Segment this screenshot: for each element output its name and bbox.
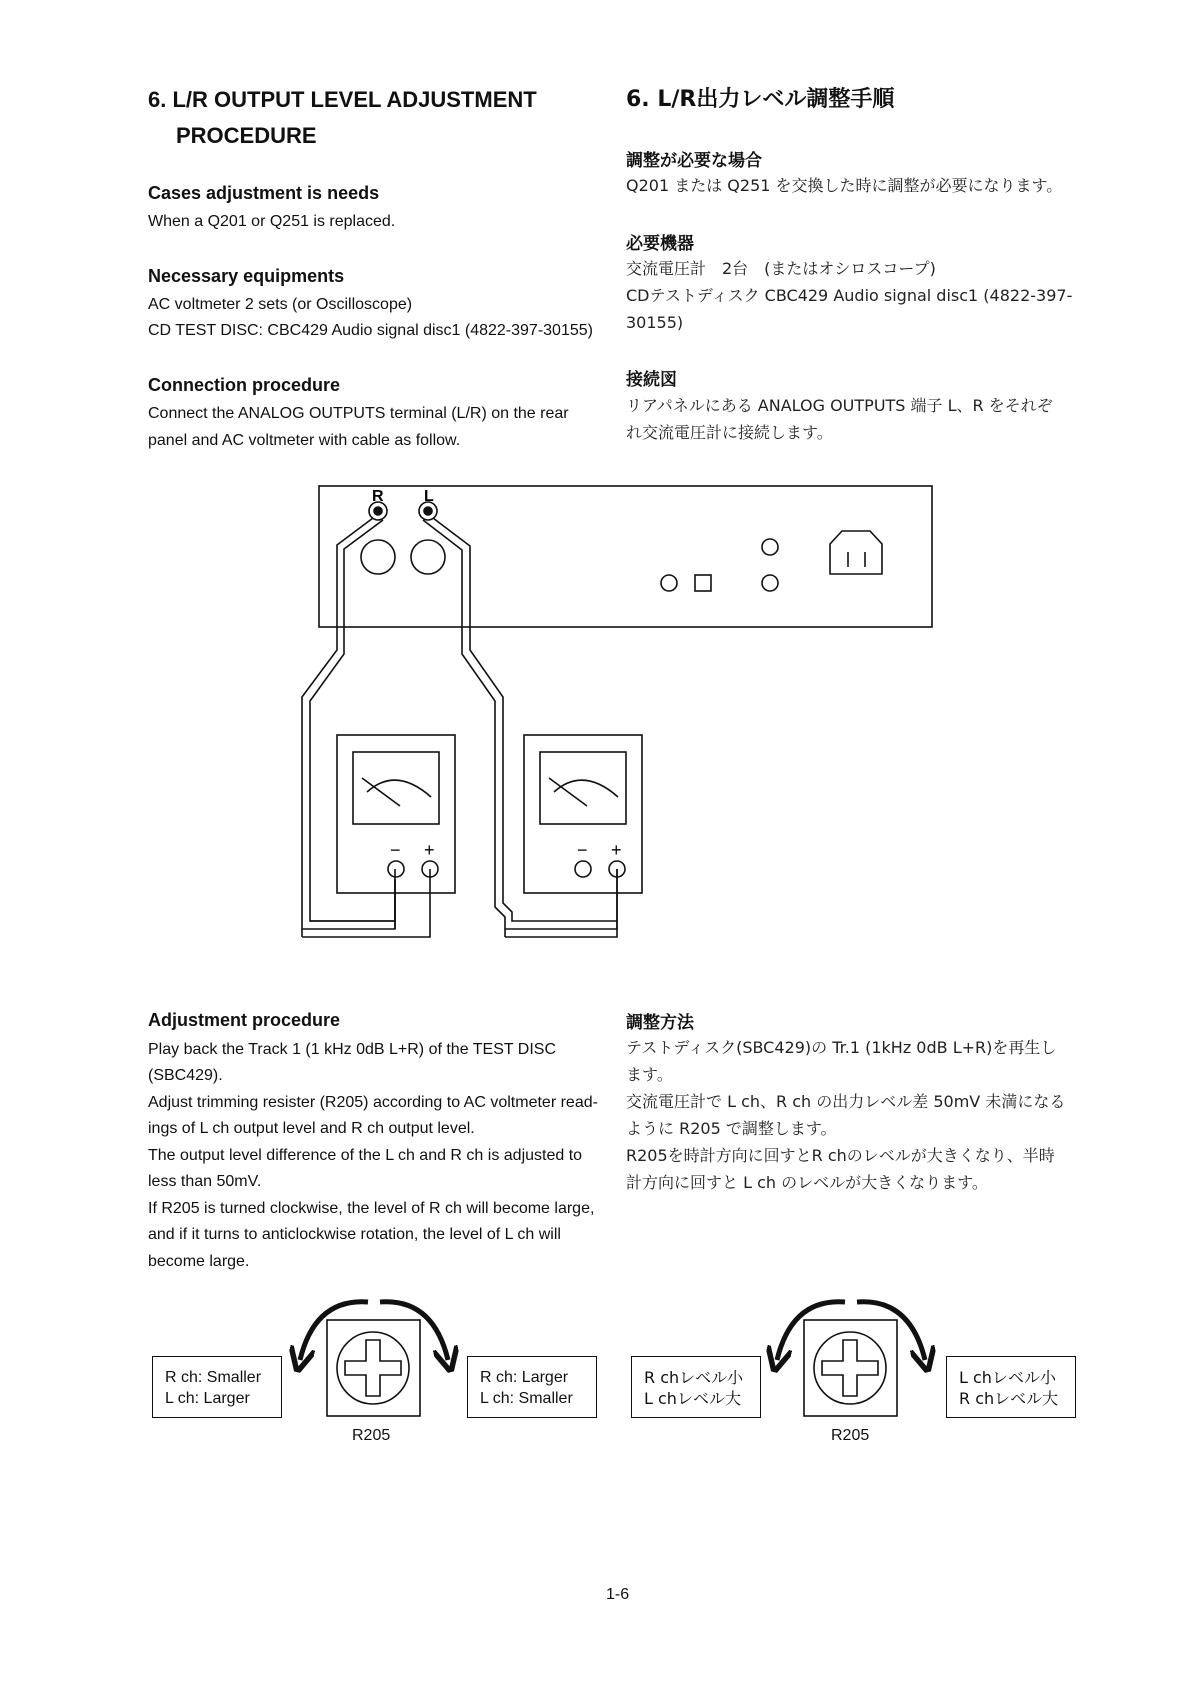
box-line: R ch: Larger xyxy=(480,1369,569,1386)
jp-equipment-line: 30155) xyxy=(626,313,684,332)
equipment-line: CD TEST DISC: CBC429 Audio signal disc1 (4822-397-30155) xyxy=(148,322,593,339)
adjustment-heading: Adjustment procedure xyxy=(148,1010,341,1030)
connection-line: Connect the ANALOG OUTPUTS terminal (L/R) on the rear xyxy=(148,405,569,422)
box-line: L ch: Larger xyxy=(165,1390,250,1407)
plus-label: + xyxy=(611,840,622,860)
jack-l-label: L xyxy=(424,488,434,505)
cases-text: When a Q201 or Q251 is replaced. xyxy=(148,213,396,230)
anticlockwise-arrow xyxy=(777,1302,845,1360)
voltmeter-left-minus-terminal xyxy=(388,861,404,877)
box-line: L ch: Smaller xyxy=(480,1390,573,1407)
clockwise-arrow xyxy=(380,1302,448,1360)
anticlockwise-arrow xyxy=(300,1302,368,1360)
adjustment-line: less than 50mV. xyxy=(148,1173,262,1190)
clockwise-arrow xyxy=(857,1302,925,1360)
r205-trimmer-en xyxy=(327,1320,420,1416)
plus-label: + xyxy=(424,840,435,860)
equipment-line: AC voltmeter 2 sets (or Oscilloscope) xyxy=(148,296,413,313)
adjustment-line: and if it turns to anticlockwise rotation, the level of L ch will xyxy=(148,1226,561,1243)
connection-line: panel and AC voltmeter with cable as follow. xyxy=(148,432,461,449)
box-line: R chレベル大 xyxy=(959,1389,1059,1408)
jp-connection-line: リアパネルにある ANALOG OUTPUTS 端子 L、R をそれぞ xyxy=(626,396,1053,415)
section-title: 6. L/R OUTPUT LEVEL ADJUSTMENT xyxy=(148,87,537,112)
box-line: L chレベル大 xyxy=(644,1389,741,1408)
adjustment-line: The output level difference of the L ch and R ch is adjusted to xyxy=(148,1147,583,1164)
jp-equipment-line: 交流電圧計 2台 (またはオシロスコープ) xyxy=(626,259,936,278)
connection-heading: Connection procedure xyxy=(148,375,341,395)
r205-label: R205 xyxy=(352,1427,391,1444)
section-title-continued: PROCEDURE xyxy=(176,123,317,148)
panel-connector xyxy=(762,575,778,591)
adjustment-line: If R205 is turned clockwise, the level of R ch will become large, xyxy=(148,1200,595,1217)
jp-anticlockwise-result-box xyxy=(631,1356,761,1418)
jp-section-title: 6. L/R出力レベル調整手順 xyxy=(626,87,895,112)
minus-label: − xyxy=(577,840,588,860)
cases-heading: Cases adjustment is needs xyxy=(148,183,380,203)
jp-adjustment-line: ます。 xyxy=(626,1065,673,1084)
r-cable xyxy=(302,518,395,929)
jp-clockwise-result-box xyxy=(946,1356,1076,1418)
box-line: R ch: Smaller xyxy=(165,1369,262,1386)
jack-r-label: R xyxy=(372,488,384,505)
jp-adjustment-line: R205を時計方向に回すとR chのレベルが大きくなり、半時 xyxy=(626,1146,1055,1165)
adjustment-line: become large. xyxy=(148,1253,250,1270)
jp-adjustment-line: 計方向に回すと L ch のレベルが大きくなります。 xyxy=(626,1173,988,1192)
voltmeter-right-minus-terminal xyxy=(575,861,591,877)
panel-connector xyxy=(762,539,778,555)
jp-adjustment-line: テストディスク(SBC429)の Tr.1 (1kHz 0dB L+R)を再生し xyxy=(626,1038,1057,1057)
adjustment-line: Adjust trimming resister (R205) according to AC voltmeter read- xyxy=(148,1094,598,1111)
minus-label: − xyxy=(390,840,401,860)
equipment-heading: Necessary equipments xyxy=(148,266,345,286)
jp-adjustment-heading: 調整方法 xyxy=(626,1013,694,1033)
l-cable xyxy=(423,520,617,929)
box-line: L chレベル小 xyxy=(959,1368,1056,1387)
adjustment-line: (SBC429). xyxy=(148,1067,223,1084)
box-line: R chレベル小 xyxy=(644,1368,744,1387)
jp-connection-heading: 接続図 xyxy=(626,370,677,390)
ac-inlet xyxy=(830,531,882,574)
l-output-jack xyxy=(411,540,445,574)
jp-adjustment-line: 交流電圧計で L ch、R ch の出力レベル差 50mV 未満になる xyxy=(626,1092,1066,1111)
adjustment-line: ings of L ch output level and R ch output level. xyxy=(148,1120,475,1137)
jp-equipment-line: CDテストディスク CBC429 Audio signal disc1 (4822-397- xyxy=(626,286,1073,305)
r205-trimmer-jp xyxy=(804,1320,897,1416)
panel-connector xyxy=(661,575,677,591)
page-number: 1-6 xyxy=(606,1586,630,1603)
clockwise-result-box xyxy=(467,1356,597,1418)
r-output-jack xyxy=(361,540,395,574)
jp-adjustment-line: ように R205 で調整します。 xyxy=(626,1119,837,1138)
panel-switch xyxy=(695,575,711,591)
anticlockwise-result-box xyxy=(152,1356,282,1418)
jp-connection-line: れ交流電圧計に接続します。 xyxy=(626,423,833,442)
jp-equipment-heading: 必要機器 xyxy=(626,234,694,254)
jp-cases-heading: 調整が必要な場合 xyxy=(626,151,762,171)
jp-r205-label: R205 xyxy=(831,1427,870,1444)
adjustment-line: Play back the Track 1 (1 kHz 0dB L+R) of the TEST DISC xyxy=(148,1041,557,1058)
jp-cases-text: Q201 または Q251 を交換した時に調整が必要になります。 xyxy=(626,176,1063,195)
